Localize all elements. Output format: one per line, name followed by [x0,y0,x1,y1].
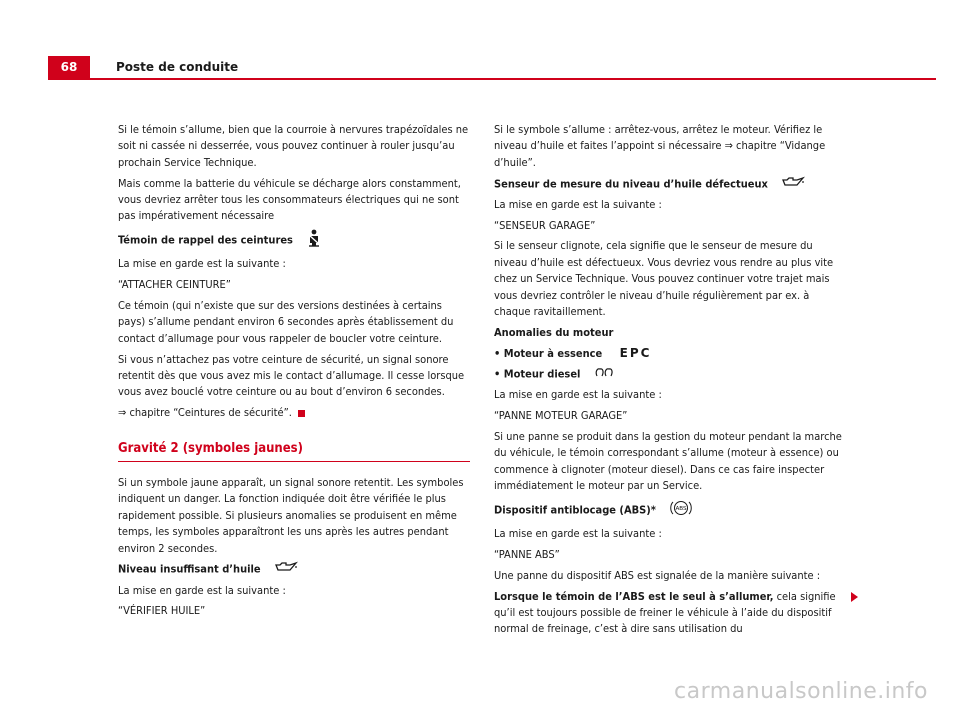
warning-message: “PANNE MOTEUR GARAGE” [494,409,628,423]
oil-sensor-heading [494,176,846,193]
warning-intro: La mise en garde est la suivante : [118,583,286,597]
oil-can-icon [781,176,805,193]
cross-reference [118,405,470,421]
engine-fault-heading: Anomalies du moteur [494,325,614,339]
paragraph: Une panne du dispositif ABS est signalée de la manière suivante : [494,568,821,582]
warning-message: “SENSEUR GARAGE” [494,218,596,232]
section-title: Poste de conduite [116,60,239,74]
warning-message: “ATTACHER CEINTURE” [118,278,231,292]
heading-text: Dispositif antiblocage (ABS)* [494,503,656,517]
abs-heading [494,499,846,522]
paragraph [494,589,846,638]
diesel-engine-item [494,366,846,383]
paragraph: Mais comme la batterie du véhicule se décharge alors constamment, vous devriez arrêter tous les consommateurs électriques qui ne sont pas impérativement nécessaire [118,176,461,223]
paragraph: Si une panne se produit dans la gestion du moteur pendant la marche du véhicule, le témoin correspondant s’allume (moteur à essence) ou commence à clignoter (moteur diesel). Dans ce cas faire inspecter immédiatement le moteur par un Service. [494,430,842,493]
page-number: 68 [48,56,90,78]
gravite-heading: Gravité 2 (symboles jaunes) [118,441,470,462]
paragraph: Si le symbole s’allume : arrêtez-vous, arrêtez le moteur. Vérifiez le niveau d’huile et faites l’appoint si nécessaire ⇒ chapitre “Vidange d’huile”. [494,123,826,169]
oil-level-heading [118,561,470,578]
left-column [118,122,470,624]
abs-icon-label: ABS [675,506,687,513]
bold-lead: Lorsque le témoin de l’ABS est le seul à s’allumer, [494,589,774,603]
glow-plug-icon [594,366,616,383]
oil-can-icon [274,561,298,578]
warning-intro: La mise en garde est la suivante : [494,388,662,402]
heading-text: Niveau insuffisant d’huile [118,563,261,577]
epc-icon: EPC [619,346,652,361]
reference-text: chapitre “Ceintures de sécurité”. [129,406,292,420]
warning-message: “VÉRIFIER HUILE” [118,604,206,618]
page-header [48,56,936,80]
heading-text: Témoin de rappel des ceintures [118,233,293,247]
right-column [494,122,846,642]
paragraph: Si vous n’attachez pas votre ceinture de sécurité, un signal sonore retentit dès que vous avez mis le contact d’allumage. Il cesse lorsque vous avez bouclé votre ceinture ou au bout d’environ 6 secondes. [118,352,465,399]
watermark: carmanualsonline.info [674,679,928,704]
paragraph: Si un symbole jaune apparaît, un signal sonore retentit. Les symboles indiquent un danger. La fonction indiquée doit être vérifiée le plus rapidement possible. Si plusieurs anomalies se produisent en même temps, les symboles apparaîtront les uns après les autres pendant environ 2 secondes. [118,476,464,555]
petrol-engine-item [494,345,846,362]
bullet-text: • Moteur à essence [494,347,603,361]
paragraph: Ce témoin (qui n’existe que sur des versions destinées à certains pays) s’allume pendant environ 6 secondes après établissement du contact d’allumage pour vous rappeler de boucler votre ceinture. [118,299,454,345]
warning-intro: La mise en garde est la suivante : [494,527,662,541]
seatbelt-icon [306,229,322,252]
end-marker-icon [298,410,305,417]
warning-message: “PANNE ABS” [494,548,560,562]
abs-icon [669,499,693,522]
reference-arrow: ⇒ [118,406,127,420]
bullet-text: • Moteur diesel [494,367,581,381]
warning-intro: La mise en garde est la suivante : [118,257,286,271]
heading-text: Senseur de mesure du niveau d’huile défectueux [494,177,768,191]
paragraph: Si le témoin s’allume, bien que la courroie à nervures trapézoïdales ne soit ni cassée ni desserrée, vous pouvez continuer à rouler jusqu’au prochain Service Technique. [118,123,469,169]
seatbelt-heading [118,229,470,252]
next-page-arrow-icon [851,592,858,602]
warning-intro: La mise en garde est la suivante : [494,197,662,211]
paragraph-rest: cela signifie qu’il est toujours possible de freiner le véhicule à l’aide du dispositif normal de freinage, c’est à dire sans utilisation du [494,589,836,636]
paragraph: Si le senseur clignote, cela signifie que le senseur de mesure du niveau d’huile est défectueux. Vous devriez vous rendre au plus vite chez un Service Technique. Vous pouvez continuer votre trajet mais vous devriez contrôler le niveau d’huile régulièrement par ex. à chaque ravitaillement. [494,239,834,319]
